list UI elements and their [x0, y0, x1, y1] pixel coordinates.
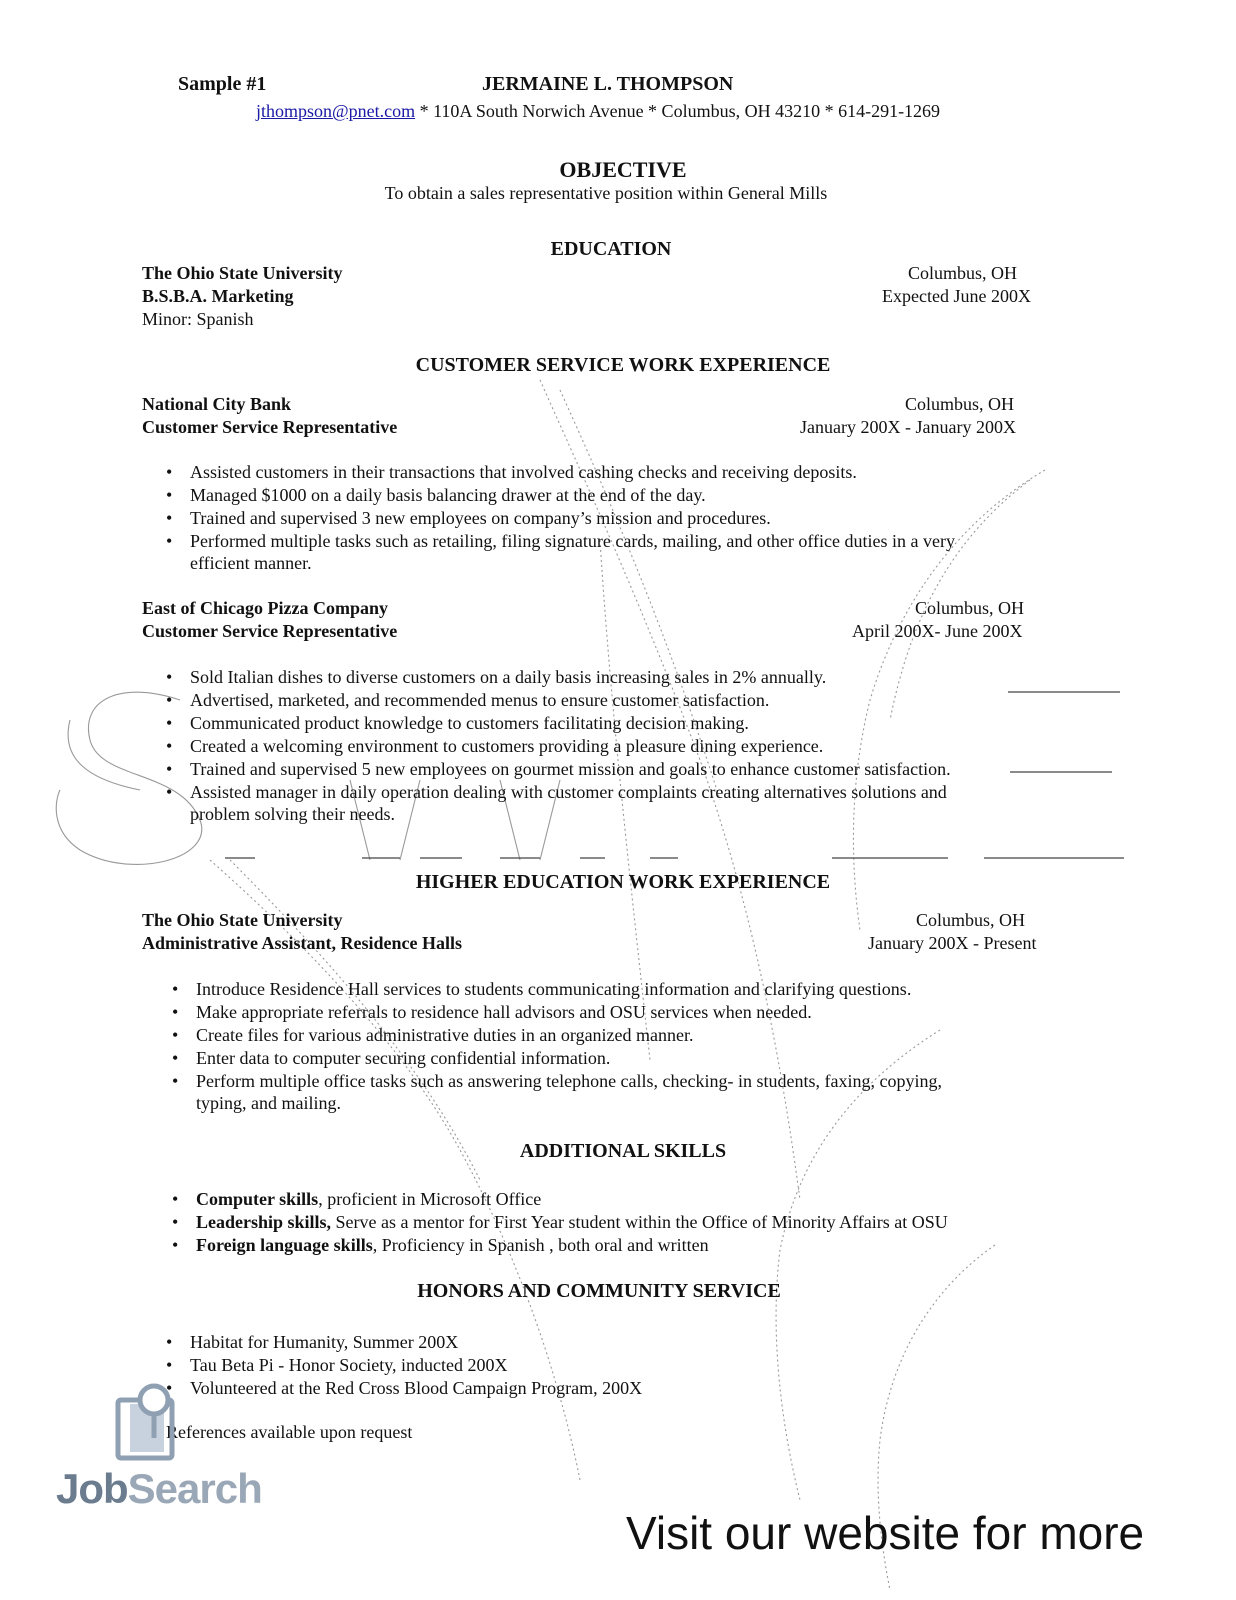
- list-item: • Make appropriate referrals to residence hall advisors and OSU services when needed.: [196, 1001, 942, 1024]
- higher-ed-heading: HIGHER EDUCATION WORK EXPERIENCE: [415, 871, 831, 893]
- skill-text: , proficient in Microsoft Office: [318, 1189, 542, 1209]
- job1-dates: January 200X - January 200X: [800, 417, 1016, 437]
- job2-location: Columbus, OH: [915, 598, 1025, 618]
- list-item: • Trained and supervised 5 new employees on gourmet mission and goals to enhance customer satisfaction.: [190, 758, 951, 781]
- education-minor: Minor: Spanish: [142, 309, 254, 329]
- contact-line: [256, 101, 940, 122]
- logo-job-text: Job: [56, 1465, 128, 1512]
- skill-text: Serve as a mentor for First Year student within the Office of Minority Affairs at OSU: [331, 1212, 948, 1232]
- higher-ed-company: The Ohio State University: [142, 910, 343, 930]
- list-item: • Perform multiple office tasks such as answering telephone calls, checking- in students, faxing, copying,: [196, 1070, 942, 1093]
- job2-company: East of Chicago Pizza Company: [142, 598, 388, 618]
- education-heading: EDUCATION: [550, 238, 672, 260]
- job1-title: Customer Service Representative: [142, 417, 398, 437]
- list-item: • Create files for various administrative duties in an organized manner.: [196, 1024, 942, 1047]
- objective-text: To obtain a sales representative position within General Mills: [384, 183, 828, 203]
- list-item: • Performed multiple tasks such as retailing, filing signature cards, mailing, and other office duties in a very: [190, 530, 955, 553]
- list-item: • Volunteered at the Red Cross Blood Campaign Program, 200X: [190, 1377, 642, 1400]
- jobsearch-logo-icon: [112, 1382, 180, 1462]
- objective-heading: OBJECTIVE: [559, 157, 687, 182]
- skills-list: [196, 1188, 948, 1257]
- list-item: • Assisted customers in their transactions that involved cashing checks and receiving deposits.: [190, 461, 955, 484]
- skill-label: Computer skills: [196, 1189, 319, 1209]
- education-school: The Ohio State University: [142, 263, 343, 283]
- education-date: Expected June 200X: [882, 286, 1031, 306]
- skill-label: Foreign language skills: [196, 1235, 373, 1255]
- honors-heading: HONORS AND COMMUNITY SERVICE: [417, 1280, 781, 1302]
- list-item: • Managed $1000 on a daily basis balancing drawer at the end of the day.: [190, 484, 955, 507]
- job2-duties: [190, 666, 951, 804]
- higher-ed-location: Columbus, OH: [916, 910, 1026, 930]
- job2-duty-continuation: problem solving their needs.: [190, 804, 395, 824]
- job1-duties: [190, 461, 955, 553]
- job1-company: National City Bank: [142, 394, 292, 414]
- email-link[interactable]: jthompson@pnet.com: [256, 101, 416, 121]
- education-degree: B.S.B.A. Marketing: [142, 286, 294, 306]
- skill-label: Leadership skills,: [196, 1212, 332, 1232]
- higher-ed-dates: January 200X - Present: [868, 933, 1037, 953]
- higher-ed-title: Administrative Assistant, Residence Halls: [142, 933, 463, 953]
- list-item: • Sold Italian dishes to diverse customers on a daily basis increasing sales in 2% annually.: [190, 666, 951, 689]
- list-item: • Enter data to computer securing confidential information.: [196, 1047, 942, 1070]
- job2-title: Customer Service Representative: [142, 621, 398, 641]
- list-item: • Habitat for Humanity, Summer 200X: [190, 1331, 642, 1354]
- job1-location: Columbus, OH: [905, 394, 1015, 414]
- logo-search-text: Search: [127, 1465, 262, 1512]
- references-note: References available upon request: [166, 1422, 413, 1442]
- list-item: • Assisted manager in daily operation dealing with customer complaints creating alternatives solutions and: [190, 781, 951, 804]
- higher-ed-duties: [196, 978, 942, 1093]
- list-item: • Advertised, marketed, and recommended menus to ensure customer satisfaction.: [190, 689, 951, 712]
- customer-service-heading: CUSTOMER SERVICE WORK EXPERIENCE: [415, 354, 831, 376]
- education-location: Columbus, OH: [908, 263, 1018, 283]
- job2-dates: April 200X- June 200X: [852, 621, 1023, 641]
- list-item: [196, 1234, 948, 1257]
- visit-website-banner[interactable]: Visit our website for more: [626, 1507, 1145, 1559]
- list-item: • Communicated product knowledge to customers facilitating decision making.: [190, 712, 951, 735]
- list-item: • Tau Beta Pi - Honor Society, inducted 200X: [190, 1354, 642, 1377]
- contact-details: * 110A South Norwich Avenue * Columbus, OH 43210 * 614-291-1269: [415, 101, 941, 121]
- sample-label: Sample #1: [178, 73, 267, 95]
- list-item: • Created a welcoming environment to customers providing a pleasure dining experience.: [190, 735, 951, 758]
- skill-text: , Proficiency in Spanish , both oral and written: [372, 1235, 709, 1255]
- skills-heading: ADDITIONAL SKILLS: [519, 1140, 727, 1162]
- higher-ed-duty-continuation: typing, and mailing.: [196, 1093, 341, 1113]
- list-item: • Introduce Residence Hall services to students communicating information and clarifying questions.: [196, 978, 942, 1001]
- candidate-name: JERMAINE L. THOMPSON: [482, 73, 734, 95]
- jobsearch-logo: [56, 1465, 262, 1513]
- list-item: [196, 1188, 948, 1211]
- list-item: • Trained and supervised 3 new employees on company’s mission and procedures.: [190, 507, 955, 530]
- honors-list: [190, 1331, 642, 1400]
- job1-duty-continuation: efficient manner.: [190, 553, 312, 573]
- list-item: [196, 1211, 948, 1234]
